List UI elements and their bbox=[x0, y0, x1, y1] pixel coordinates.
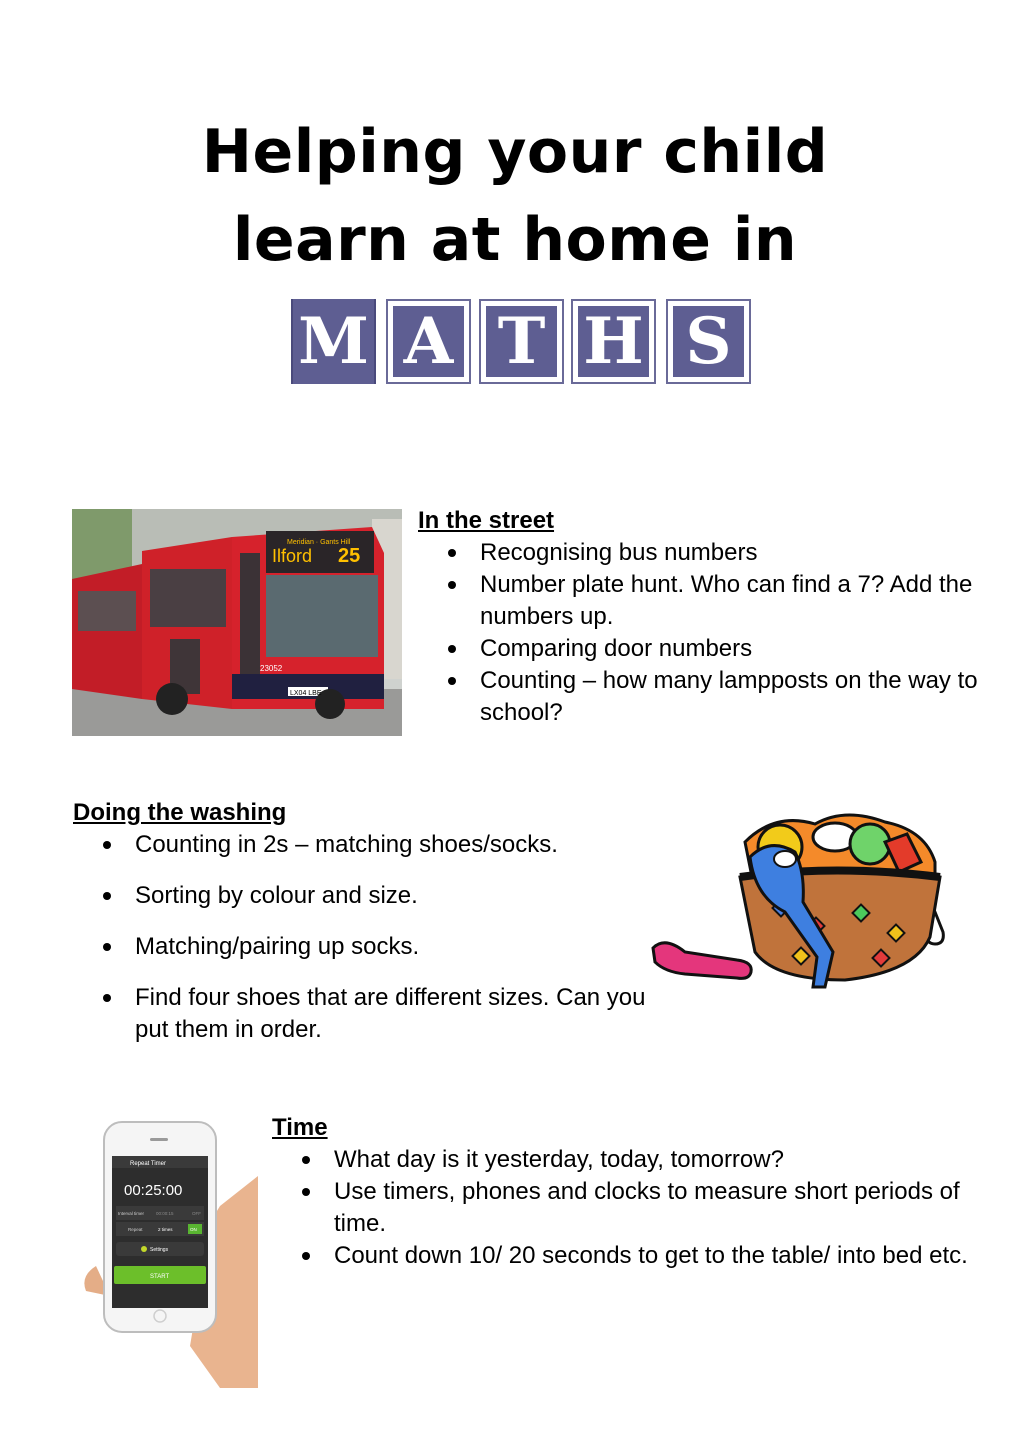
interval-toggle[interactable]: OFF bbox=[192, 1211, 201, 1216]
washing-heading: Doing the washing bbox=[73, 799, 287, 826]
svg-text:Meridian · Gants Hill: Meridian · Gants Hill bbox=[287, 539, 351, 546]
bus-fleet-number: 23052 bbox=[260, 664, 283, 673]
repeat-toggle[interactable]: ON bbox=[190, 1227, 197, 1232]
bus-destination: Ilford bbox=[272, 546, 313, 566]
time-section bbox=[272, 1112, 992, 1272]
bus-number-plate: LX04 LBE bbox=[290, 690, 322, 697]
list-item: What day is it yesterday, today, tomorrow? bbox=[272, 1144, 992, 1176]
repeat-label: Repeat bbox=[128, 1227, 143, 1232]
tile-h: H bbox=[571, 299, 656, 384]
time-heading: Time bbox=[272, 1114, 328, 1141]
time-list bbox=[272, 1144, 992, 1272]
title-line-2: learn at home in bbox=[232, 205, 798, 275]
tile-a: A bbox=[386, 299, 471, 384]
washing-list bbox=[73, 829, 673, 1046]
list-item: Matching/pairing up socks. bbox=[73, 931, 673, 963]
list-item: Find four shoes that are different sizes. Can you put them in order. bbox=[73, 982, 673, 1046]
list-item: Comparing door numbers bbox=[418, 633, 998, 665]
tile-m: M bbox=[291, 299, 376, 384]
page-title bbox=[0, 108, 1020, 284]
repeat-value: 2 times bbox=[158, 1227, 173, 1232]
list-item: Recognising bus numbers bbox=[418, 537, 998, 569]
settings-icon bbox=[141, 1246, 147, 1252]
street-list bbox=[418, 537, 998, 729]
list-item: Number plate hunt. Who can find a 7? Add the numbers up. bbox=[418, 569, 998, 633]
list-item: Use timers, phones and clocks to measure short periods of time. bbox=[272, 1176, 992, 1240]
interval-label: Interval timer bbox=[118, 1211, 145, 1216]
phone-app-title: Repeat Timer bbox=[130, 1161, 167, 1167]
list-item: Counting in 2s – matching shoes/socks. bbox=[73, 829, 673, 861]
street-section bbox=[418, 505, 998, 729]
settings-button[interactable]: Settings bbox=[150, 1247, 169, 1253]
start-button[interactable]: START bbox=[150, 1274, 170, 1280]
list-item: Counting – how many lampposts on the way to school? bbox=[418, 665, 998, 729]
list-item: Sorting by colour and size. bbox=[73, 880, 673, 912]
title-line-1: Helping your child bbox=[201, 117, 829, 187]
phone-timer-readout: 00:25:00 bbox=[124, 1182, 183, 1199]
tile-s: S bbox=[666, 299, 751, 384]
washing-section bbox=[73, 797, 673, 1065]
tile-t: T bbox=[479, 299, 564, 384]
phone-timer-photo bbox=[70, 1116, 258, 1388]
bus-photo bbox=[72, 509, 402, 736]
laundry-basket-illustration bbox=[645, 802, 955, 997]
interval-value: 00:00:15 bbox=[156, 1211, 174, 1216]
street-heading: In the street bbox=[418, 507, 555, 534]
bus-route-number: 25 bbox=[338, 545, 361, 567]
list-item: Count down 10/ 20 seconds to get to the table/ into bed etc. bbox=[272, 1240, 992, 1272]
